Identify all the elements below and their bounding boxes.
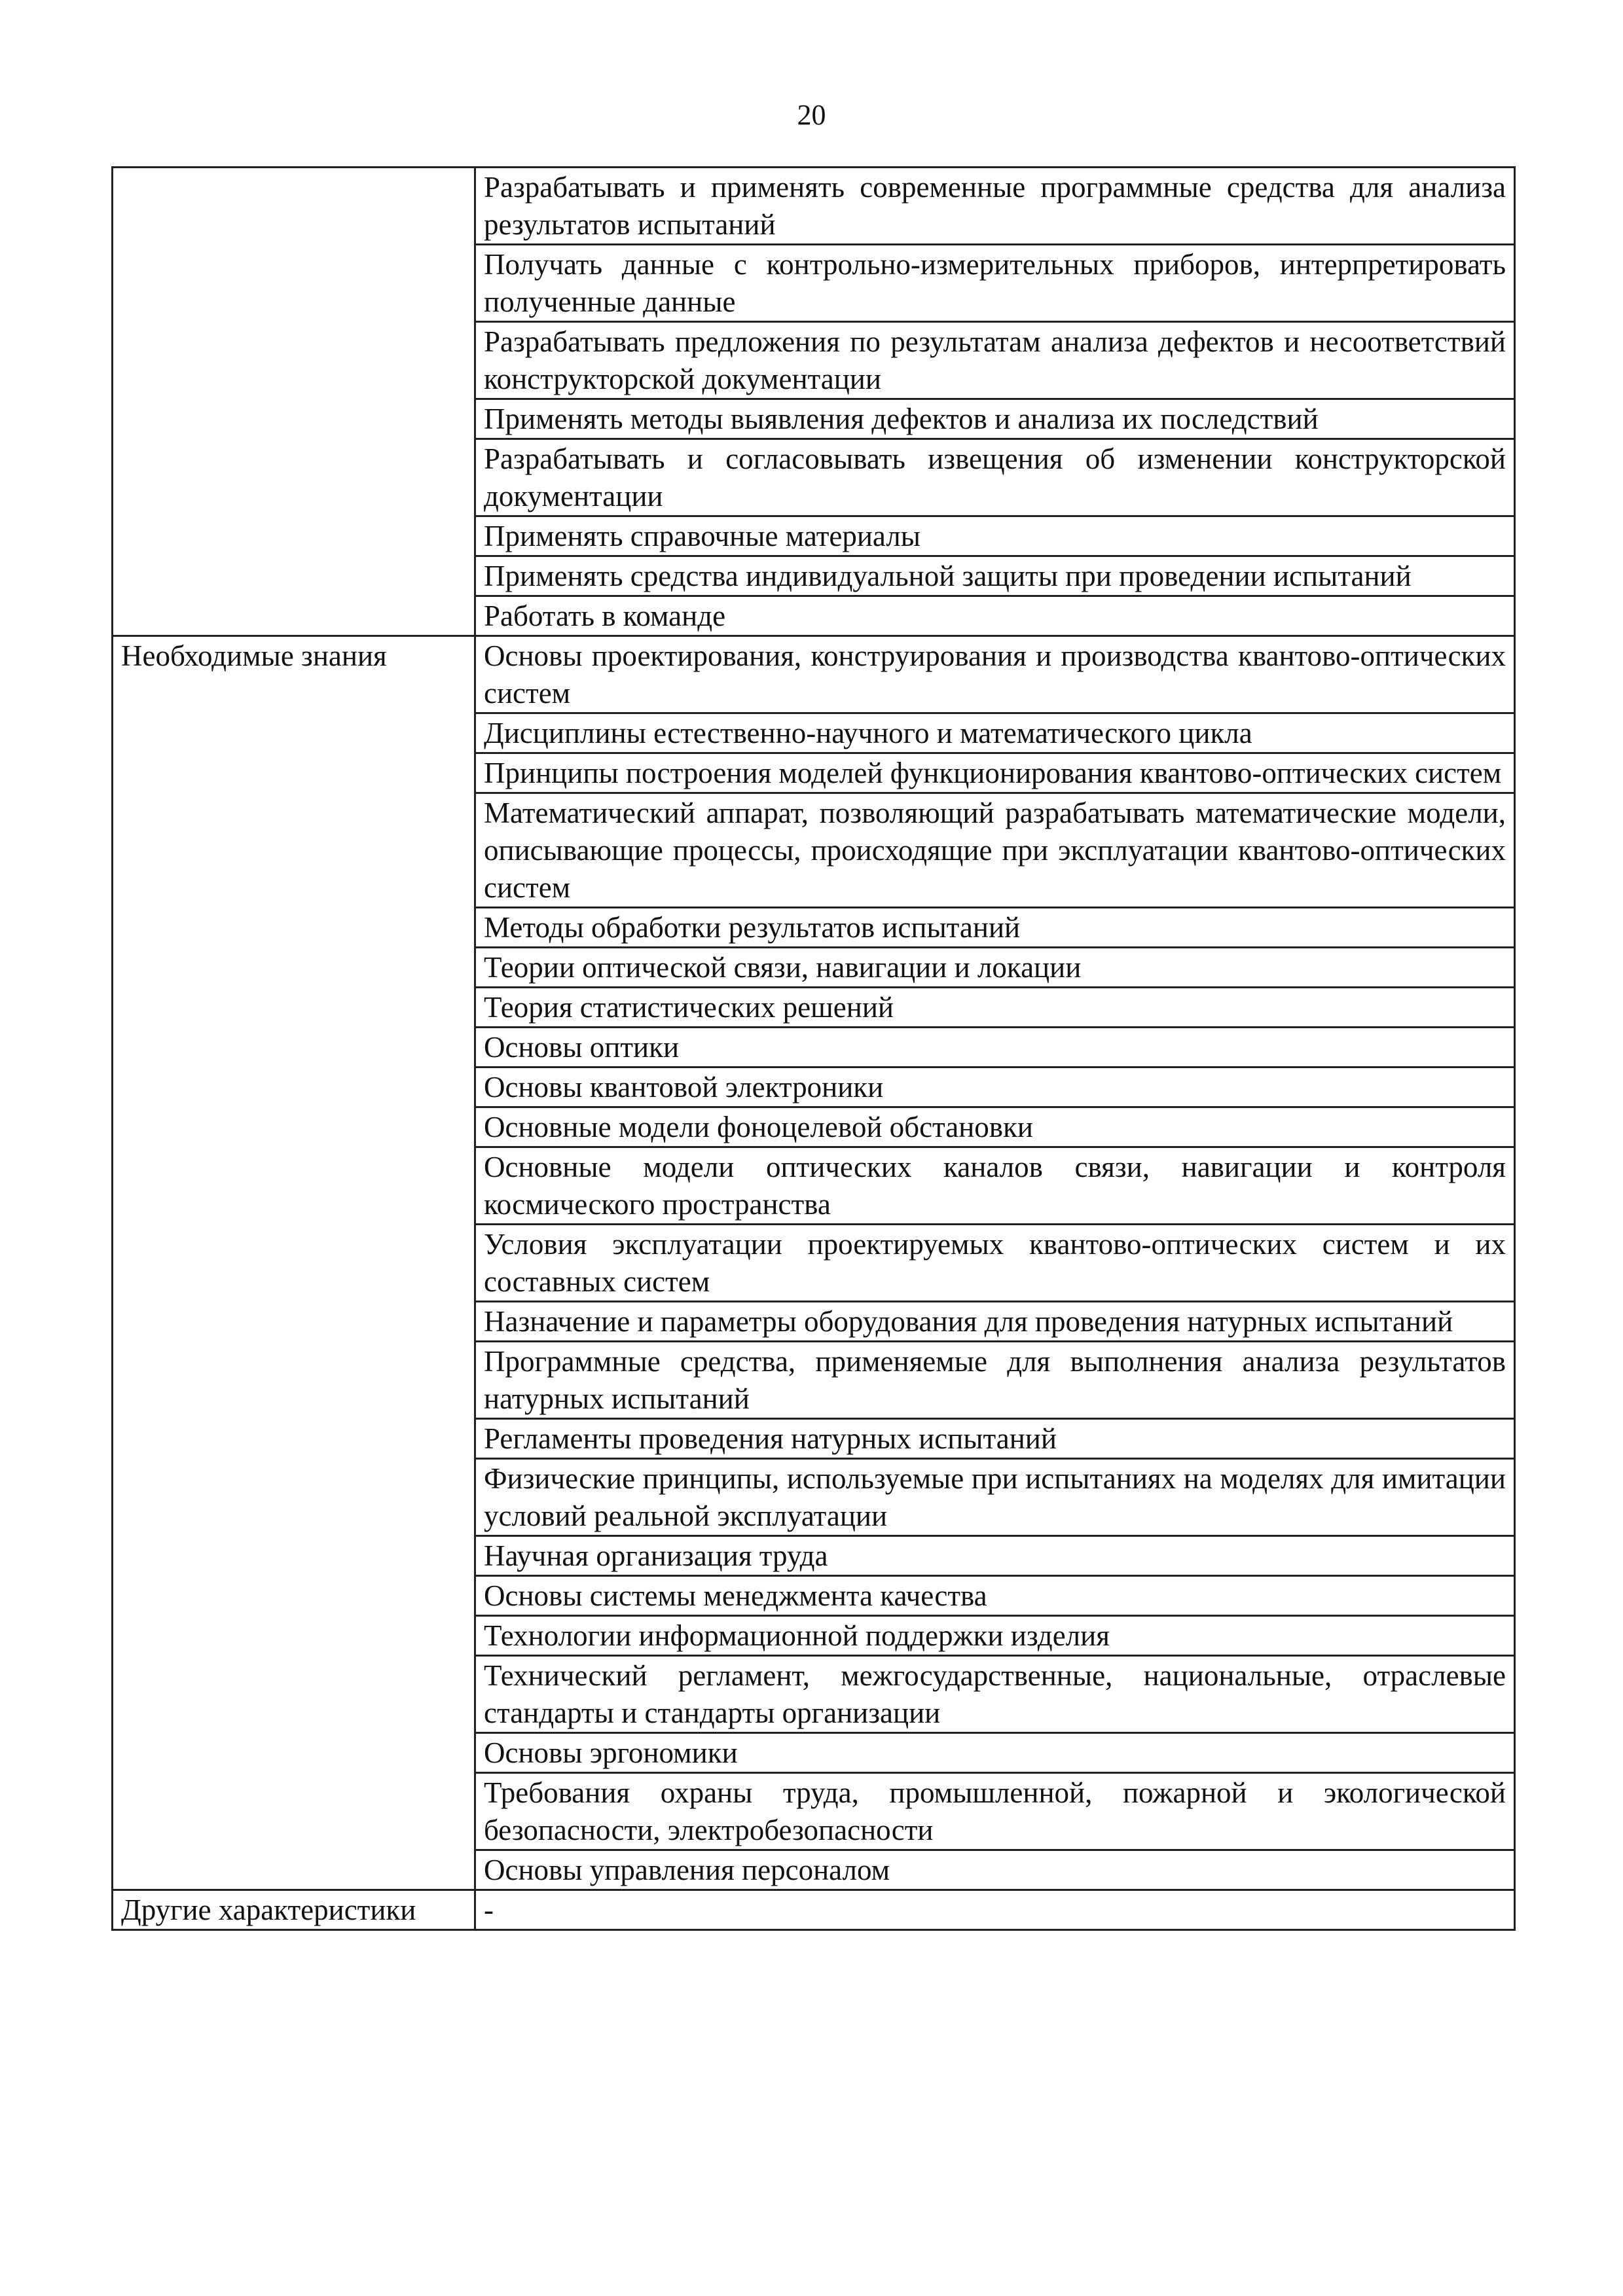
requirement-item: Основы квантовой электроники [475, 1067, 1515, 1107]
requirement-item: Требования охраны труда, промышленной, пожарной и экологической безопасности, электробезопасности [475, 1773, 1515, 1850]
requirement-item: Разрабатывать и применять современные программные средства для анализа результатов испытаний [475, 168, 1515, 245]
section-label [113, 168, 475, 636]
requirement-item: Основы проектирования, конструирования и производства квантово-оптических систем [475, 636, 1515, 713]
requirement-item: Основы оптики [475, 1028, 1515, 1067]
requirement-item: Применять средства индивидуальной защиты при проведении испытаний [475, 556, 1515, 596]
requirement-item: Принципы построения моделей функционирования квантово-оптических систем [475, 753, 1515, 793]
requirement-item: Условия эксплуатации проектируемых квантово-оптических систем и их составных систем [475, 1225, 1515, 1302]
requirement-item: Основы системы менеджмента качества [475, 1576, 1515, 1616]
requirement-item: Дисциплины естественно-научного и математического цикла [475, 713, 1515, 753]
requirement-item: Назначение и параметры оборудования для проведения натурных испытаний [475, 1302, 1515, 1342]
requirement-item: Применять методы выявления дефектов и анализа их последствий [475, 399, 1515, 439]
requirement-item: Научная организация труда [475, 1536, 1515, 1576]
requirement-item: Технологии информационной поддержки изделия [475, 1616, 1515, 1656]
table-row [113, 636, 1515, 713]
requirement-item: Основы эргономики [475, 1733, 1515, 1773]
requirements-table [111, 166, 1516, 1931]
section-label: Другие характеристики [113, 1890, 475, 1930]
requirement-item: Работать в команде [475, 596, 1515, 636]
requirement-item: Разрабатывать предложения по результатам анализа дефектов и несоответствий конструкторской документации [475, 322, 1515, 399]
requirement-item: Разрабатывать и согласовывать извещения об изменении конструкторской документации [475, 439, 1515, 516]
requirement-item: Методы обработки результатов испытаний [475, 908, 1515, 948]
requirement-item: Теория статистических решений [475, 988, 1515, 1028]
requirement-item: Основные модели оптических каналов связи, навигации и контроля космического пространства [475, 1147, 1515, 1225]
requirement-item: Регламенты проведения натурных испытаний [475, 1419, 1515, 1459]
requirement-item: Теории оптической связи, навигации и локации [475, 948, 1515, 988]
table-row [113, 1890, 1515, 1930]
requirement-item: - [475, 1890, 1515, 1930]
section-label: Необходимые знания [113, 636, 475, 1890]
table-row [113, 168, 1515, 245]
requirement-item: Физические принципы, используемые при испытаниях на моделях для имитации условий реальной эксплуатации [475, 1459, 1515, 1536]
requirement-item: Применять справочные материалы [475, 516, 1515, 556]
page-number: 20 [797, 99, 826, 131]
requirement-item: Математический аппарат, позволяющий разрабатывать математические модели, описывающие процессы, происходящие при эксплуатации квантово-оптических систем [475, 793, 1515, 908]
requirement-item: Получать данные с контрольно-измерительных приборов, интерпретировать полученные данные [475, 245, 1515, 322]
requirement-item: Технический регламент, межгосударственные, национальные, отраслевые стандарты и стандарты организации [475, 1656, 1515, 1733]
requirement-item: Программные средства, применяемые для выполнения анализа результатов натурных испытаний [475, 1342, 1515, 1419]
requirement-item: Основы управления персоналом [475, 1850, 1515, 1890]
requirement-item: Основные модели фоноцелевой обстановки [475, 1107, 1515, 1147]
